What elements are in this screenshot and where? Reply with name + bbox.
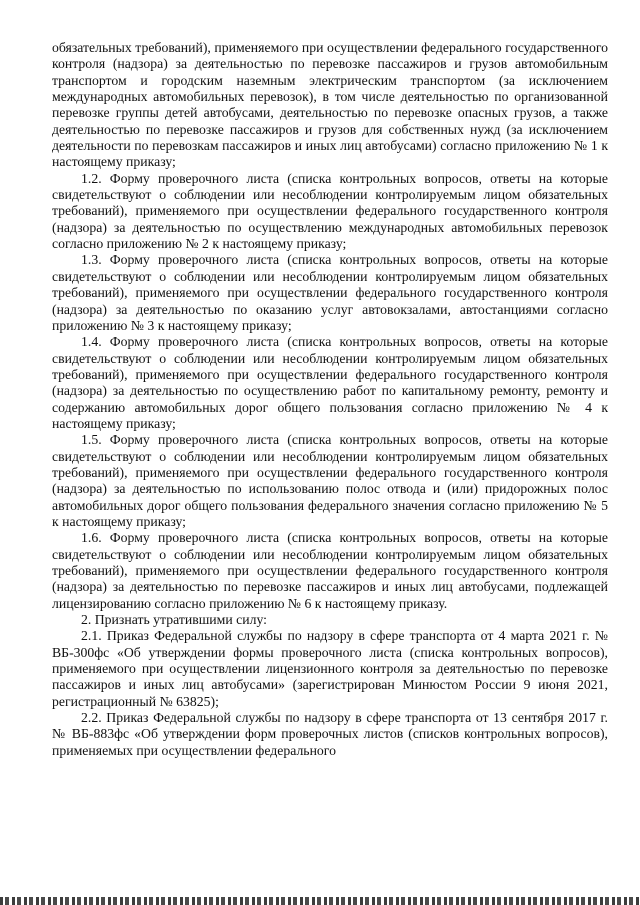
paragraph-1-6: 1.6. Форму проверочного листа (списка контрольных вопросов, ответы на которые свидетельствуют о соблюдении или несоблюдении контролируемым лицом обязательных требований), применяемого при осуществлении федерального государственного контроля (надзора) за деятельностью по перевозке пассажиров и иных лиц автобусами, подлежащей лицензированию согласно приложению № 6 к настоящему приказу. (52, 530, 608, 611)
scan-edge-artifact (0, 897, 640, 905)
paragraph-continuation: обязательных требований), применяемого при осуществлении федерального государственного контроля (надзора) за деятельностью по перевозке пассажиров и грузов автомобильным транспортом и городским наземным электрическим транспортом (за исключением международных автомобильных перевозок), в том числе деятельностью по организованной перевозке группы детей автобусами, деятельностью по перевозке опасных грузов, а также деятельностью по перевозке пассажиров и грузов для собственных нужд (за исключением деятельности по перевозкам пассажиров и иных лиц автобусами) согласно приложению № 1 к настоящему приказу; (52, 40, 608, 170)
paragraph-1-5: 1.5. Форму проверочного листа (списка контрольных вопросов, ответы на которые свидетельствуют о соблюдении или несоблюдении контролируемым лицом обязательных требований), применяемого при осуществлении федерального государственного контроля (надзора) за деятельностью по использованию полос отвода и (или) придорожных полос автомобильных дорог общего пользования федерального значения согласно приложению № 5 к настоящему приказу; (52, 432, 608, 529)
paragraph-2: 2. Признать утратившими силу: (81, 612, 267, 628)
paragraph-2-1: 2.1. Приказ Федеральной службы по надзору в сфере транспорта от 4 марта 2021 г. № ВБ-300фс «Об утверждении формы проверочного листа (списка контрольных вопросов), применяемого при осуществлении лицензионного контроля за деятельностью по перевозке пассажиров и иных лиц автобусами» (зарегистрирован Минюстом России 9 июня 2021, регистрационный № 63825); (52, 628, 608, 709)
paragraph-1-2: 1.2. Форму проверочного листа (списка контрольных вопросов, ответы на которые свидетельствуют о соблюдении или несоблюдении контролируемым лицом обязательных требований), применяемого при осуществлении федерального государственного контроля (надзора) за деятельностью по осуществлению международных автомобильных перевозок согласно приложению № 2 к настоящему приказу; (52, 170, 608, 252)
document-page (52, 40, 608, 759)
paragraph-2-2: 2.2. Приказ Федеральной службы по надзору в сфере транспорта от 13 сентября 2017 г. № ВБ-883фс «Об утверждении форм проверочных листов (списков контрольных вопросов), применяемых при осуществлении федерального (52, 710, 608, 758)
paragraph-1-3: 1.3. Форму проверочного листа (списка контрольных вопросов, ответы на которые свидетельствуют о соблюдении или несоблюдении контролируемым лицом обязательных требований), применяемого при осуществлении федерального государственного контроля (надзора) за деятельностью по оказанию услуг автовокзалами, автостанциями согласно приложению № 3 к настоящему приказу; (52, 252, 608, 333)
paragraph-1-4: 1.4. Форму проверочного листа (списка контрольных вопросов, ответы на которые свидетельствуют о соблюдении или несоблюдении контролируемым лицом обязательных требований), применяемого при осуществлении федерального государственного контроля (надзора) за деятельностью по осуществлению работ по капитальному ремонту, ремонту и содержанию автомобильных дорог общего пользования согласно приложению № 4 к настоящему приказу; (52, 334, 608, 431)
